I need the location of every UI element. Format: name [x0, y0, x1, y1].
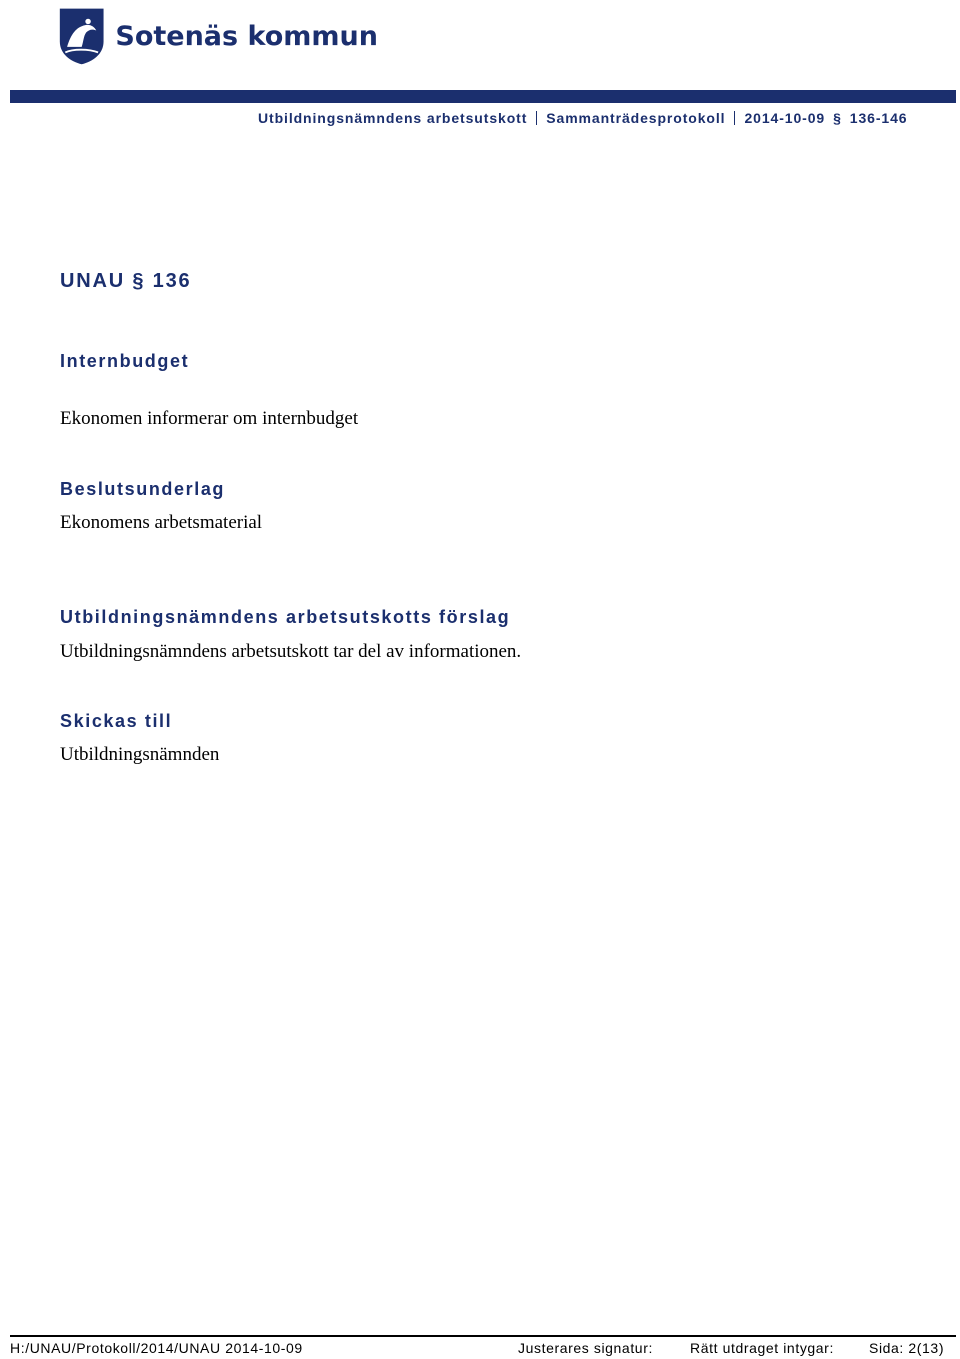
logo-wordmark: Sotenäs kommun: [115, 20, 378, 52]
section-heading-forslag: Utbildningsnämndens arbetsutskotts förslag: [60, 607, 511, 627]
section-text-skickas-till: Utbildningsnämnden: [60, 744, 220, 765]
header-date: 2014-10-09: [744, 110, 826, 126]
paragraph-number: 136: [152, 270, 192, 292]
header-band: [10, 90, 956, 103]
paragraph-label: UNAU: [60, 270, 125, 292]
item-title: Internbudget: [60, 351, 190, 371]
header-paragraph-sign: §: [833, 110, 842, 126]
intro-text: Ekonomen informerar om internbudget: [60, 408, 359, 429]
paragraph-sign: §: [132, 270, 146, 292]
header-separator: [536, 111, 537, 125]
footer-rule: [10, 1335, 956, 1337]
section-text-beslutsunderlag: Ekonomens arbetsmaterial: [60, 512, 263, 533]
paragraph-heading: [60, 270, 191, 293]
footer-page: Sida: 2(13): [869, 1340, 945, 1356]
section-heading-skickas-till: Skickas till: [60, 711, 173, 731]
header-committee: Utbildningsnämndens arbetsutskott: [258, 110, 528, 126]
section-heading-beslutsunderlag: Beslutsunderlag: [60, 479, 226, 499]
header-paragraphs: 136-146: [849, 110, 908, 126]
header-line: [258, 108, 958, 128]
footer-path: H:/UNAU/Protokoll/2014/UNAU 2014-10-09: [10, 1340, 303, 1356]
footer-signature-label: Justerares signatur:: [518, 1340, 653, 1356]
header-doc-type: Sammanträdesprotokoll: [546, 110, 726, 126]
section-text-forslag: Utbildningsnämndens arbetsutskott tar del av informationen.: [60, 641, 522, 662]
crest-icon: [58, 4, 105, 68]
footer-certified-label: Rätt utdraget intygar:: [690, 1340, 834, 1356]
header-separator: [734, 111, 735, 125]
logo: [58, 4, 378, 68]
